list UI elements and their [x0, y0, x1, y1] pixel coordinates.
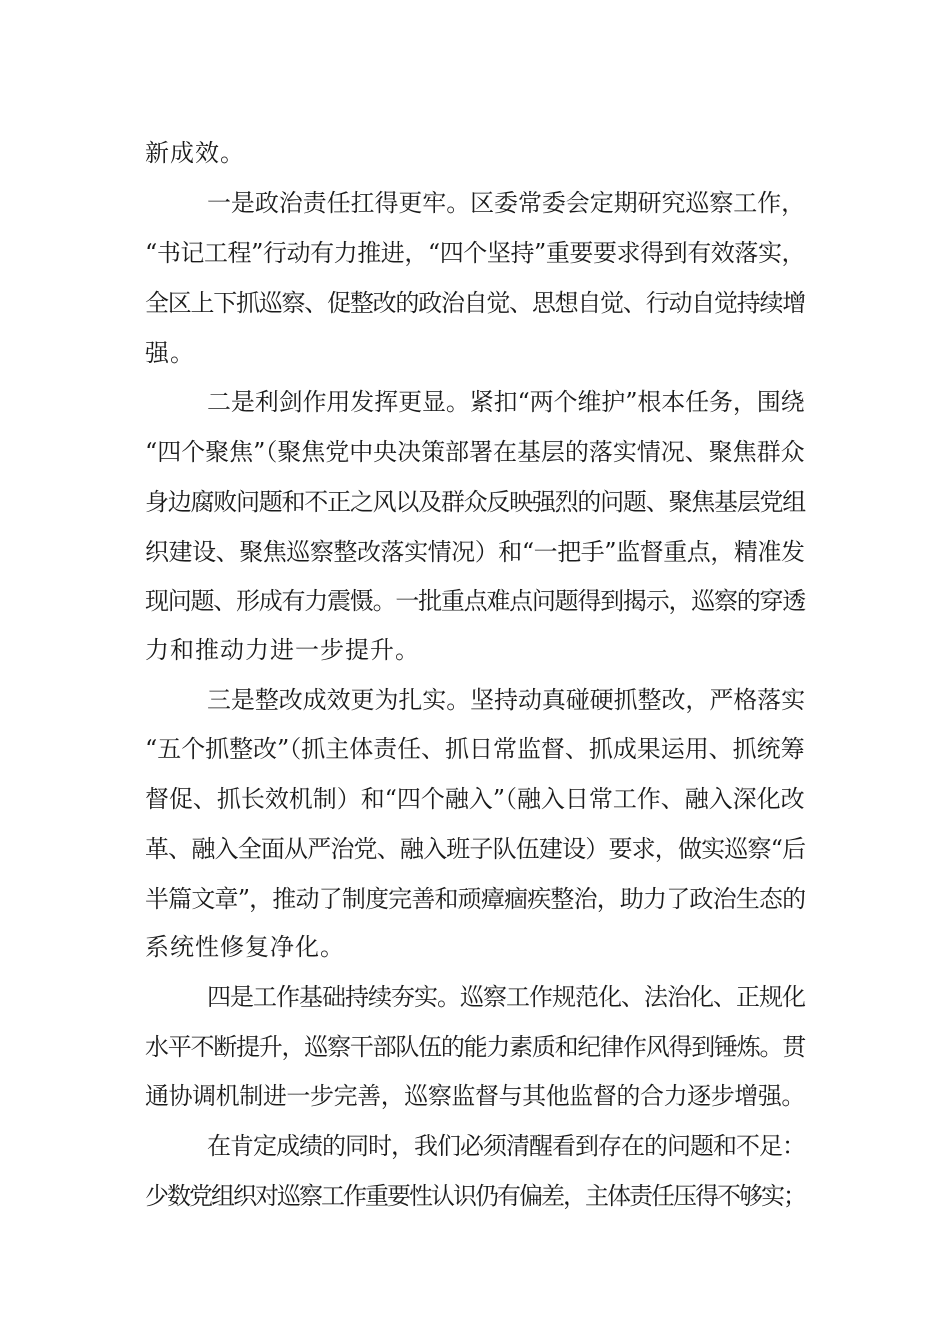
text-line: 通协调机制进一步完善，巡察监督与其他监督的合力逐步增强。: [145, 1082, 805, 1110]
text-line: “四个聚焦”（聚焦党中央决策部署在基层的落实情况、聚焦群众: [145, 438, 805, 466]
text-line: 现问题、形成有力震慑。一批重点难点问题得到揭示，巡察的穿透: [145, 587, 805, 615]
text-line: 织建设、聚焦巡察整改落实情况）和“一把手”监督重点，精准发: [145, 538, 805, 566]
text-line: 二是利剑作用发挥更显。紧扣“两个维护”根本任务，围绕: [207, 388, 805, 416]
text-line: 系统性修复净化。: [145, 933, 345, 961]
text-line: 半篇文章”，推动了制度完善和顽瘴痼疾整治，助力了政治生态的: [145, 885, 806, 913]
text-line: 革、融入全面从严治党、融入班子队伍建设）要求，做实巡察“后: [145, 835, 806, 863]
text-line: 全区上下抓巡察、促整改的政治自觉、思想自觉、行动自觉持续增: [145, 289, 805, 317]
text-line: 督促、抓长效机制）和“四个融入”（融入日常工作、融入深化改: [145, 785, 805, 813]
text-line: 三是整改成效更为扎实。坚持动真碰硬抓整改，严格落实: [207, 686, 805, 714]
text-line: “书记工程”行动有力推进，“四个坚持”重要要求得到有效落实，: [145, 239, 806, 267]
text-line: 一是政治责任扛得更牢。区委常委会定期研究巡察工作，: [207, 189, 805, 217]
text-line: 水平不断提升，巡察干部队伍的能力素质和纪律作风得到锤炼。贯: [145, 1033, 805, 1061]
text-line: “五个抓整改”（抓主体责任、抓日常监督、抓成果运用、抓统筹: [145, 735, 805, 763]
text-line: 在肯定成绩的同时，我们必须清醒看到存在的问题和不足：: [207, 1132, 805, 1160]
text-line: 力和推动力进一步提升。: [145, 636, 420, 664]
text-line: 新成效。: [145, 139, 245, 167]
text-line: 四是工作基础持续夯实。巡察工作规范化、法治化、正规化: [207, 983, 805, 1011]
text-line: 强。: [145, 339, 195, 367]
text-line: 少数党组织对巡察工作重要性认识仍有偏差，主体责任压得不够实；: [145, 1182, 805, 1210]
text-line: 身边腐败问题和不正之风以及群众反映强烈的问题、聚焦基层党组: [145, 488, 805, 516]
